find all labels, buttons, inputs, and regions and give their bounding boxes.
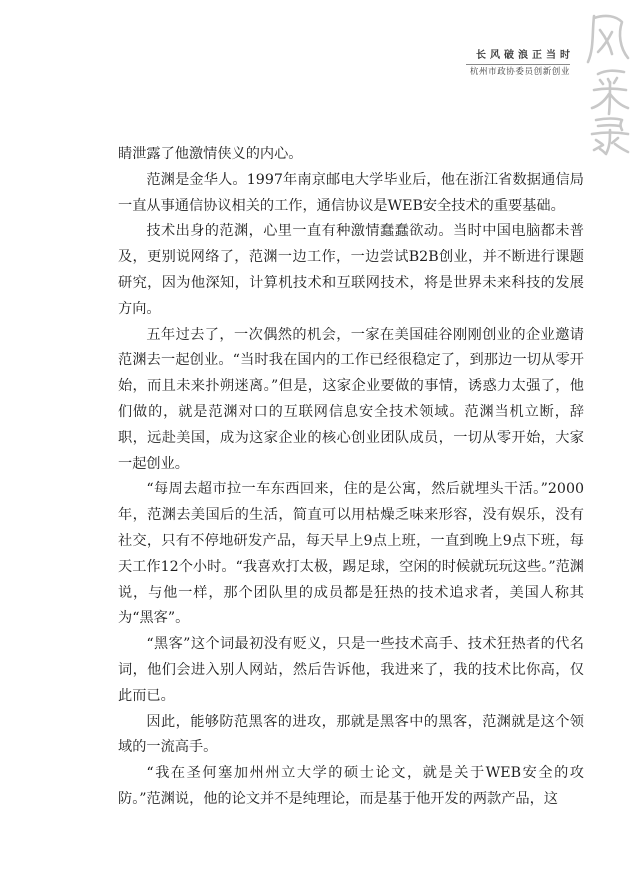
paragraph: “我在圣何塞加州州立大学的硕士论文，就是关于WEB安全的攻防。”范渊说，他的论文并不是纯理论，而是基于他开发的两款产品，这 <box>118 765 584 807</box>
paragraph: “黑客”这个词最初没有贬义，只是一些技术高手、技术狂热者的代名词，他们会进入别人网站，然后告诉他，我进来了，我的技术比你高，仅此而已。 <box>118 636 584 704</box>
paragraph: 技术出身的范渊，心里一直有种激情蠢蠢欲动。当时中国电脑都未普及，更别说网络了，范渊一边工作，一边尝试B2B创业，并不断进行课题研究，因为他深知，计算机技术和互联网技术，将是世界未来科技的发展方向。 <box>118 223 584 317</box>
paragraph: 五年过去了，一次偶然的机会，一家在美国硅谷刚刚创业的企业邀请范渊去一起创业。“当时我在国内的工作已经很稳定了，到那边一切从零开始，而且未来扑朔迷离。”但是，这家企业要做的事情，诱惑力太强了，他们做的，就是范渊对口的互联网信息安全技术领域。范渊当机立断，辞职，远赴美国，成为这家企业的核心创业团队成员，一切从零开始，大家一起创业。 <box>118 326 584 472</box>
paragraph-continuation: 睛泄露了他激情侠义的内心。 <box>118 146 303 162</box>
header-divider <box>466 64 570 65</box>
header-title: 长风破浪正当时 <box>476 50 574 61</box>
calligraphy-seal-icon <box>582 8 632 158</box>
paragraph: “每周去超市拉一车东西回来，住的是公寓，然后就埋头干活。”2000年，范渊去美国后的生活，简直可以用枯燥乏味来形容，没有娱乐，没有社交，只有不停地研发产品，每天早上9点上班，一直到晚上9点下班，每天工作12个小时。“我喜欢打太极，踢足球，空闲的时候就玩玩这些。”范渊说，与他一样，那个团队里的成员都是狂热的技术追求者，美国人称其为“黑客”。 <box>118 481 584 627</box>
header-subtitle: 杭州市政协委员创新创业 <box>469 67 570 77</box>
paragraph: 因此，能够防范黑客的进攻，那就是黑客中的黑客，范渊就是这个领域的一流高手。 <box>118 713 584 756</box>
running-header <box>466 50 574 78</box>
article-body <box>118 142 584 813</box>
paragraph: 范渊是金华人。1997年南京邮电大学毕业后，他在浙江省数据通信局一直从事通信协议相关的工作，通信协议是WEB安全技术的重要基础。 <box>118 171 584 214</box>
